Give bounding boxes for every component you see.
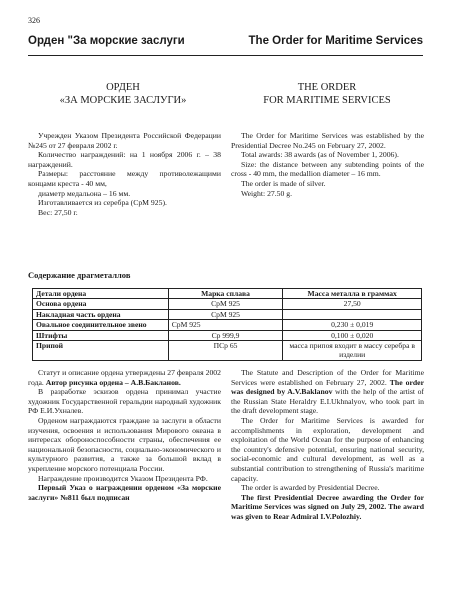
designer-rest-en: with the help of the artist of the Russian State Heraldry E.I.Ukhnalyov, who took part in the draft development stage. xyxy=(231,387,424,416)
table-row xyxy=(33,330,422,340)
precious-metals-table xyxy=(32,288,422,361)
title-en-line1: THE ORDER xyxy=(297,82,357,93)
table-row xyxy=(33,299,422,309)
cell-alloy: ПСр 65 xyxy=(168,341,283,361)
fact-en: The Order for Maritime Services was established by the Presidential Decree No.245 on February 27, 2002. xyxy=(231,131,424,150)
statute-text-ru: Статут и описание ордена утверждены 27 февраля 2002 года. xyxy=(28,368,221,387)
cell-mass xyxy=(283,309,422,319)
body-en xyxy=(231,368,424,522)
fact-en: Total awards: 38 awards (as of November 1, 2006). xyxy=(241,150,399,160)
header-title-en: The Order for Maritime Services xyxy=(248,35,423,47)
body-ru xyxy=(28,368,221,502)
body-ru-paragraph: Награждение производится Указом Президента РФ. xyxy=(38,473,208,483)
fact-en: Weight: 27.50 g. xyxy=(241,188,293,198)
title-ru-line2: «ЗА МОРСКИЕ ЗАСЛУГИ» xyxy=(59,95,187,106)
cell-mass: масса припоя входит в массу серебра в изделии xyxy=(283,341,422,361)
table-row xyxy=(33,320,422,330)
cell-part: Овальное соединительное звено xyxy=(33,320,169,330)
cell-alloy: СрМ 925 xyxy=(168,299,283,309)
title-ru xyxy=(28,81,218,107)
body-en-paragraph xyxy=(231,368,424,416)
facts-en xyxy=(231,131,424,198)
fact-ru: Изготавливается из серебра (СрМ 925). xyxy=(38,198,167,208)
body-ru-paragraph: Первый Указ о награждении орденом «За морские заслуги» №811 был подписан xyxy=(28,483,221,502)
table-header-row xyxy=(33,289,422,299)
body-en-paragraph: The first Presidential Decree awarding the Order for Maritime Services was signed on July 29, 2002. The award was given to Rear Admiral I.V.Polozhiy. xyxy=(231,492,424,521)
body-ru-paragraph: В разработке эскизов ордена принимал участие художник Государственной геральдии народный художник РФ Е.И.Ухналев. xyxy=(28,387,221,416)
fact-en: The order is made of silver. xyxy=(241,178,326,188)
page-number: 326 xyxy=(28,16,40,25)
title-ru-line1: ОРДЕН xyxy=(106,82,140,93)
column-header-part: Детали ордена xyxy=(33,289,169,299)
fact-en: Size: the distance between any subtending points of the cross - 40 mm, the medallion diameter – 16 mm. xyxy=(231,159,424,179)
cell-alloy: СрМ 925 xyxy=(168,309,283,319)
body-ru-paragraph xyxy=(28,368,221,387)
cell-part: Накладная часть ордена xyxy=(33,309,169,319)
column-header-mass: Масса металла в граммах xyxy=(283,289,422,299)
fact-ru: Количество награждений: на 1 ноября 2006 г. – 38 награждений. xyxy=(28,150,221,169)
title-en xyxy=(232,81,422,107)
fact-ru: Учрежден Указом Президента Российской Федерации №245 от 27 февраля 2002 г. xyxy=(28,131,221,150)
table-heading: Содержание драгметаллов xyxy=(28,270,131,280)
body-en-paragraph: The Order for Maritime Services is awarded for accomplishments in exploration, development and exploitation of the World Ocean for the purpose of enhancing the country's defensive potential, ensuring national security, social-economic and cultural development, as well as a substantial contribution to strengthening of Russia's maritime capacity. xyxy=(231,415,424,483)
table-row xyxy=(33,309,422,319)
header-rule xyxy=(28,55,423,56)
table-row xyxy=(33,341,422,361)
cell-mass: 27,50 xyxy=(283,299,422,309)
body-ru-paragraph: Орденом награждаются граждане за заслуги в области изучения, освоения и использования Мирового океана в интересах обороноспособности страны, обеспечения ее национальной безопасности, социально-экономического и культурного развития, а также за большой вклад в укрепление морского потенциала России. xyxy=(28,415,221,473)
designer-text-ru: Автор рисунка ордена – А.В.Бакланов. xyxy=(45,377,181,387)
fact-ru: диаметр медальона – 16 мм. xyxy=(38,188,131,198)
facts-ru xyxy=(28,131,221,217)
cell-alloy: СрМ 925 xyxy=(168,320,283,330)
cell-part: Штифты xyxy=(33,330,169,340)
fact-ru: Размеры: расстояние между противолежащими концами креста - 40 мм, xyxy=(28,169,221,188)
column-header-alloy: Марка сплава xyxy=(168,289,283,299)
cell-part: Основа ордена xyxy=(33,299,169,309)
running-header xyxy=(28,35,423,53)
body-en-paragraph: The order is awarded by Presidential Decree. xyxy=(241,483,380,493)
fact-ru: Вес: 27,50 г. xyxy=(38,207,78,217)
statute-text-en: The Statute and Description of the Order for Maritime Services were established on February 27, 2002. xyxy=(231,368,424,387)
designer-text-en: The order was designed by A.V.Baklanov xyxy=(231,377,425,397)
cell-mass: 0,100 ± 0,020 xyxy=(283,330,422,340)
cell-mass: 0,230 ± 0,019 xyxy=(283,320,422,330)
header-title-ru: Орден "За морские заслуги xyxy=(28,35,185,47)
cell-alloy: Ср 999,9 xyxy=(168,330,283,340)
title-en-line2: FOR MARITIME SERVICES xyxy=(263,95,391,106)
cell-part: Припой xyxy=(33,341,169,361)
